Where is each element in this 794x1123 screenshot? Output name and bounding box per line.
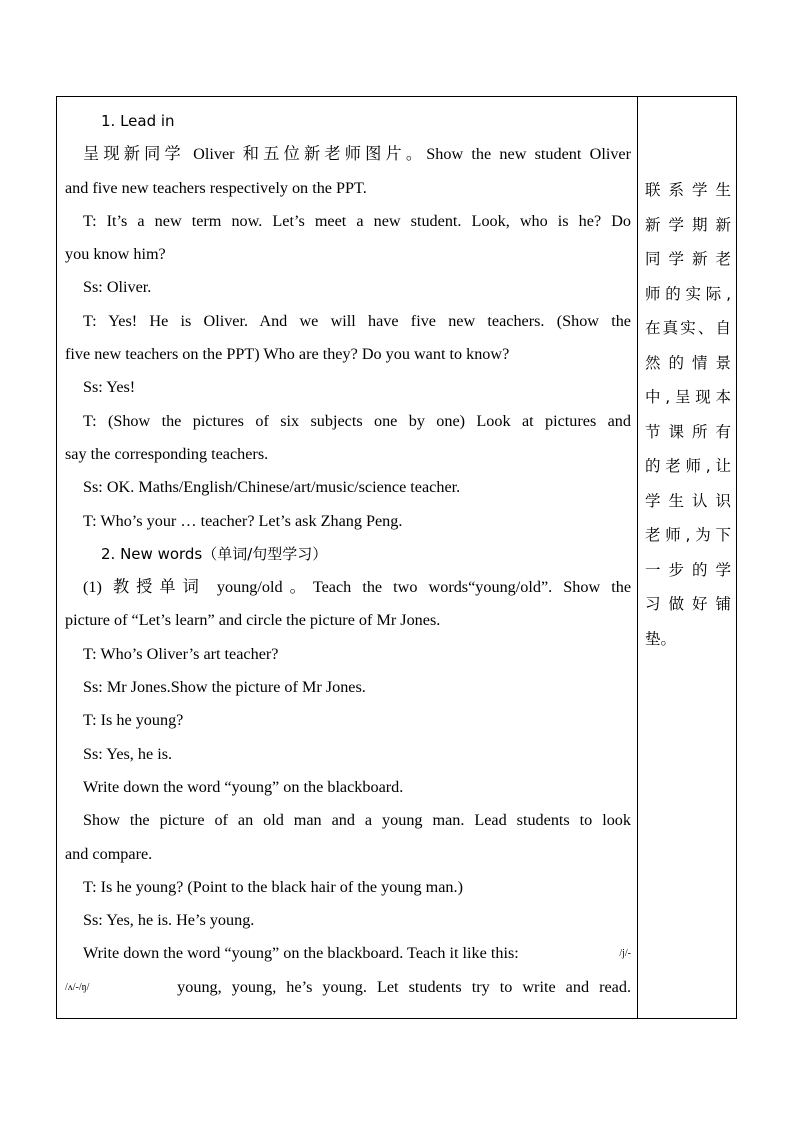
side-note-line: 一步的学 xyxy=(645,560,731,579)
paragraph-line: Ss: Mr Jones.Show the picture of Mr Jones. xyxy=(83,678,366,697)
lesson-plan-table xyxy=(56,96,737,1019)
procedure-column xyxy=(65,105,631,1004)
design-intent-column xyxy=(645,173,731,656)
paragraph-line: five new teachers on the PPT) Who are they? Do you want to know? xyxy=(65,345,510,364)
paragraph-line: T: (Show the pictures of six subjects one by one) Look at pictures and xyxy=(83,411,631,430)
paragraph-line: T: Is he young? (Point to the black hair of the young man.) xyxy=(83,877,463,896)
paragraph-line: T: It’s a new term now. Let’s meet a new student. Look, who is he? Do xyxy=(83,211,631,230)
side-note-line: 老师,为下 xyxy=(645,526,731,544)
paragraph-line: say the corresponding teachers. xyxy=(65,444,269,463)
paragraph-line: 呈现新同学 Oliver 和五位新老师图片。Show the new student Oliver xyxy=(83,145,631,164)
side-note-line: 节课所有 xyxy=(645,422,731,441)
side-note-line: 然的情景 xyxy=(645,353,731,372)
ipa-symbol: /j/- xyxy=(619,948,631,960)
paragraph-line xyxy=(65,971,631,1004)
side-note-line: 新学期新 xyxy=(645,215,731,234)
side-note-line: 习做好铺 xyxy=(645,595,731,613)
paragraph-line: Write down the word “young” on the blackboard. xyxy=(83,777,404,796)
paragraph-line: Ss: Yes, he is. xyxy=(83,744,173,763)
side-note-line: 的老师,让 xyxy=(645,457,731,475)
paragraph-line: and five new teachers respectively on the PPT. xyxy=(65,178,367,197)
side-note-line: 垫。 xyxy=(645,629,677,648)
paragraph-line: and compare. xyxy=(65,844,153,863)
side-note-line: 中,呈现本 xyxy=(645,388,731,406)
paragraph-line: T: Is he young? xyxy=(83,711,184,730)
paragraph-line: Ss: OK. Maths/English/Chinese/art/music/science teacher. xyxy=(83,478,461,497)
side-note-line: 学生认识 xyxy=(645,491,731,510)
paragraph-line: you know him? xyxy=(65,245,166,264)
paragraph-line: T: Who’s Oliver’s art teacher? xyxy=(83,644,279,663)
paragraph-text: young, young, he’s young. Let students try to write and read. xyxy=(177,977,631,996)
column-divider xyxy=(637,97,638,1018)
side-note-line: 师的实际, xyxy=(645,284,731,303)
section-heading-lead-in: 1. Lead in xyxy=(101,112,175,130)
section-heading-new-words: 2. New words（单词/句型学习） xyxy=(101,544,328,563)
paragraph-line xyxy=(65,937,631,970)
paragraph-line: Ss: Yes! xyxy=(83,378,136,397)
side-note-line: 联系学生 xyxy=(645,181,731,199)
paragraph-line: T: Yes! He is Oliver. And we will have five new teachers. (Show the xyxy=(83,311,631,330)
ipa-symbol: /ʌ/-/ŋ/ xyxy=(65,981,90,993)
paragraph-line: Ss: Yes, he is. He’s young. xyxy=(83,911,255,930)
paragraph-line: Ss: Oliver. xyxy=(83,278,152,297)
paragraph-line: Show the picture of an old man and a young man. Lead students to look xyxy=(83,811,631,830)
side-note-line: 同学新老 xyxy=(645,250,731,268)
paragraph-line: (1) 教授单词 young/old。Teach the two words“young/old”. Show the xyxy=(83,578,631,597)
paragraph-text: Write down the word “young” on the blackboard. Teach it like this: xyxy=(83,944,519,963)
paragraph-line: T: Who’s your … teacher? Let’s ask Zhang Peng. xyxy=(83,511,403,530)
paragraph-line: picture of “Let’s learn” and circle the picture of Mr Jones. xyxy=(65,611,441,630)
side-note-line: 在真实、自 xyxy=(645,319,731,337)
